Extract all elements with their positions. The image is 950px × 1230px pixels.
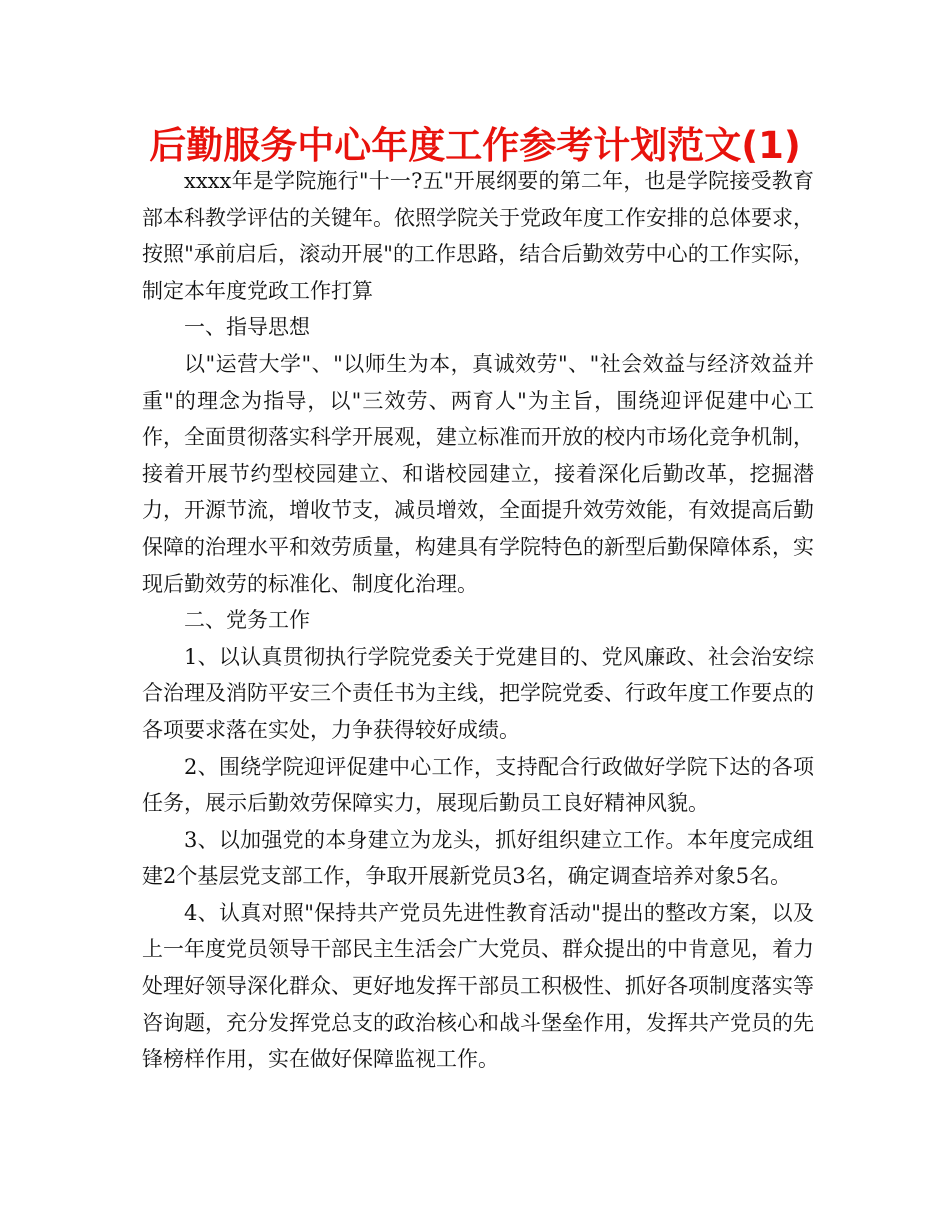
party-work-item-4: 4、认真对照"保持共产党员先进性教育活动"提出的整改方案，以及上一年度党员领导干部民主生活会广大党员、群众提出的中肯意见，着力处理好领导深化群众、更好地发挥干部员工积极性、抓好各项制度落实等咨询题，充分发挥党总支的政治核心和战斗堡垒作用，发挥共产党员的先锋榜样作用，实在做好保障监视工作。 [142,900,814,1072]
party-work-item-2: 2、围绕学院迎评促建中心工作，支持配合行政做好学院下达的各项任务，展示后勤效劳保障实力，展现后勤员工良好精神风貌。 [142,754,814,816]
party-work-item-1: 1、以认真贯彻执行学院党委关于党建目的、党风廉政、社会治安综合治理及消防平安三个责任书为主线，把学院党委、行政年度工作要点的各项要求落在实处，力争获得较好成绩。 [142,644,814,742]
party-work-item-3: 3、以加强党的本身建立为龙头，抓好组织建立工作。本年度完成组建2个基层党支部工作，争取开展新党员3名，确定调查培养对象5名。 [142,827,814,889]
section-heading-guiding-ideology: 一、指导思想 [184,315,310,340]
intro-paragraph: xxxx年是学院施行"十一?五"开展纲要的第二年，也是学院接受教育部本科教学评估的关键年。依照学院关于党政年度工作安排的总体要求，按照"承前启后，滚动开展"的工作思路，结合后勤效劳中心的工作实际，制定本年度党政工作打算 [142,169,814,303]
guiding-ideology-paragraph: 以"运营大学"、"以师生为本，真诚效劳"、"社会效益与经济效益并重"的理念为指导，以"三效劳、两育人"为主旨，围绕迎评促建中心工作，全面贯彻落实科学开展观，建立标准而开放的校内市场化竞争机制，接着开展节约型校园建立、和谐校园建立，接着深化后勤改革，挖掘潜力，开源节流，增收节支，减员增效，全面提升效劳效能，有效提高后勤保障的治理水平和效劳质量，构建具有学院特色的新型后勤保障体系，实现后勤效劳的标准化、制度化治理。 [142,351,814,596]
section-heading-party-work: 二、党务工作 [184,608,310,633]
document-title: 后勤服务中心年度工作参考计划范文(1) [149,124,801,167]
document-body [142,163,814,1078]
